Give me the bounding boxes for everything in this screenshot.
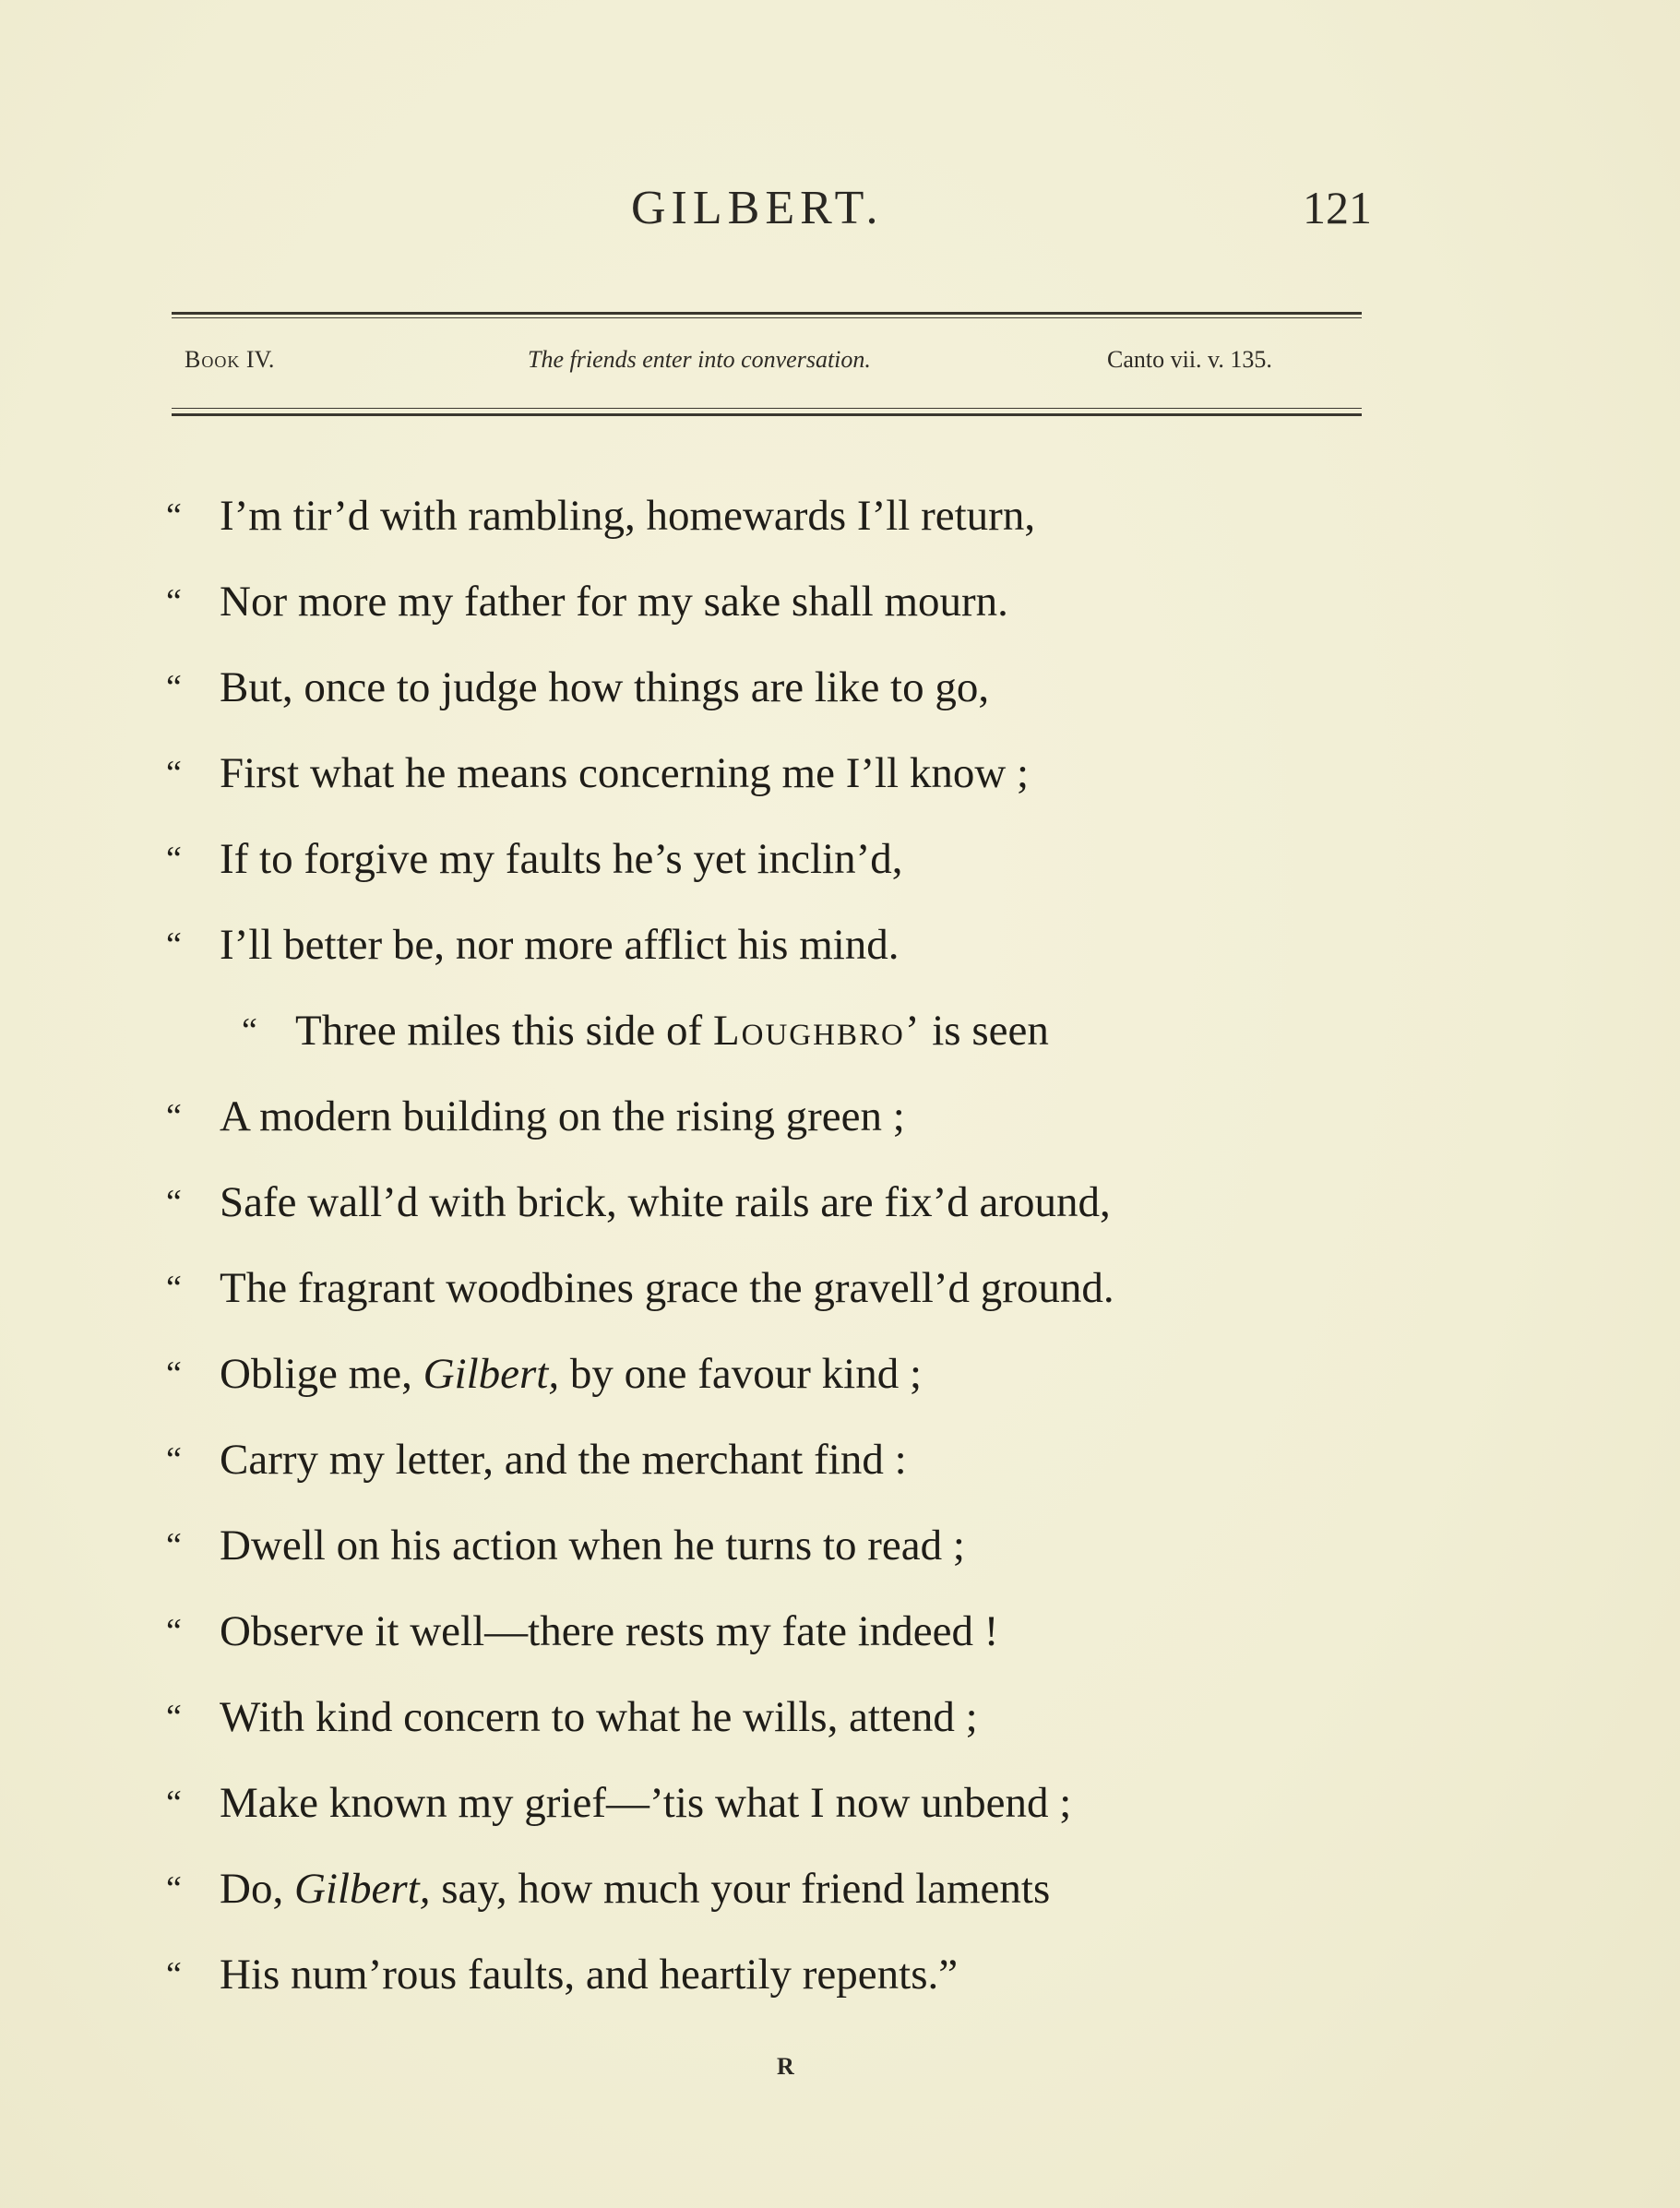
header-rule-top: [172, 312, 1362, 315]
poem-line: “ If to forgive my faults he’s yet inclin’d,: [166, 827, 903, 891]
poem-line: “ Oblige me, Gilbert, by one favour kind ;: [166, 1342, 922, 1406]
poem-line: “ Observe it well—there rests my fate indeed !: [166, 1599, 998, 1664]
poem-line: “ Carry my letter, and the merchant find :: [166, 1427, 907, 1492]
poem-line: “ Dwell on his action when he turns to read ;: [166, 1513, 965, 1578]
open-quote: “: [166, 1269, 182, 1307]
poem-line: “ First what he means concerning me I’ll know ;: [166, 741, 1029, 806]
signature-mark: R: [777, 2053, 794, 2080]
page-number: 121: [1303, 182, 1372, 233]
open-quote: “: [166, 1698, 182, 1737]
book-number: IV.: [245, 346, 275, 373]
header-rule-bottom-thin: [172, 408, 1362, 409]
open-quote: “: [166, 1784, 182, 1822]
section-header: [185, 346, 1356, 383]
open-quote: “: [166, 1097, 182, 1136]
header-rule-top-thin: [172, 317, 1362, 318]
open-quote: “: [166, 1526, 182, 1565]
poem-line: “ A modern building on the rising green ;: [166, 1084, 905, 1149]
open-quote: “: [166, 1612, 182, 1651]
poem-line-indented: “ Three miles this side of Loughbro’ is seen: [242, 998, 1049, 1063]
poem-line: “ Nor more my father for my sake shall mourn.: [166, 569, 1008, 634]
open-quote: “: [166, 840, 182, 878]
book-label: Book: [185, 346, 241, 373]
poem-line: “ I’ll better be, nor more afflict his mind.: [166, 913, 900, 977]
poem-line: “ Safe wall’d with brick, white rails are fix’d around,: [166, 1170, 1111, 1235]
place-name: Loughbro’: [712, 1007, 922, 1055]
open-quote: “: [242, 1011, 257, 1050]
open-quote: “: [166, 754, 182, 793]
open-quote: “: [166, 925, 182, 964]
character-name: Gilbert,: [423, 1350, 560, 1398]
open-quote: “: [166, 1869, 182, 1908]
open-quote: “: [166, 1955, 182, 1994]
open-quote: “: [166, 582, 182, 621]
open-quote: “: [166, 1355, 182, 1393]
poem-line: “ I’m tir’d with rambling, homewards I’ll return,: [166, 483, 1035, 548]
poem-line: “ Make known my grief—’tis what I now unbend ;: [166, 1771, 1071, 1835]
open-quote: “: [166, 1440, 182, 1479]
section-description: The friends enter into conversation.: [528, 346, 871, 373]
poem-line: “ But, once to judge how things are like to go,: [166, 655, 989, 720]
running-title: GILBERT.: [631, 182, 884, 234]
canto-reference: Canto vii. v. 135.: [1107, 346, 1272, 373]
running-head: [0, 181, 1680, 245]
open-quote: “: [166, 496, 182, 535]
poem-line: “ His num’rous faults, and heartily repents.”: [166, 1942, 958, 2007]
open-quote: “: [166, 1183, 182, 1222]
poem-line: “ The fragrant woodbines grace the gravell’d ground.: [166, 1256, 1114, 1320]
book-indicator: [185, 346, 274, 374]
header-rule-bottom: [172, 413, 1362, 416]
poem-line: “ Do, Gilbert, say, how much your friend laments: [166, 1856, 1050, 1921]
poem-line: “ With kind concern to what he wills, attend ;: [166, 1685, 978, 1749]
open-quote: “: [166, 668, 182, 707]
character-name: Gilbert,: [293, 1865, 431, 1913]
